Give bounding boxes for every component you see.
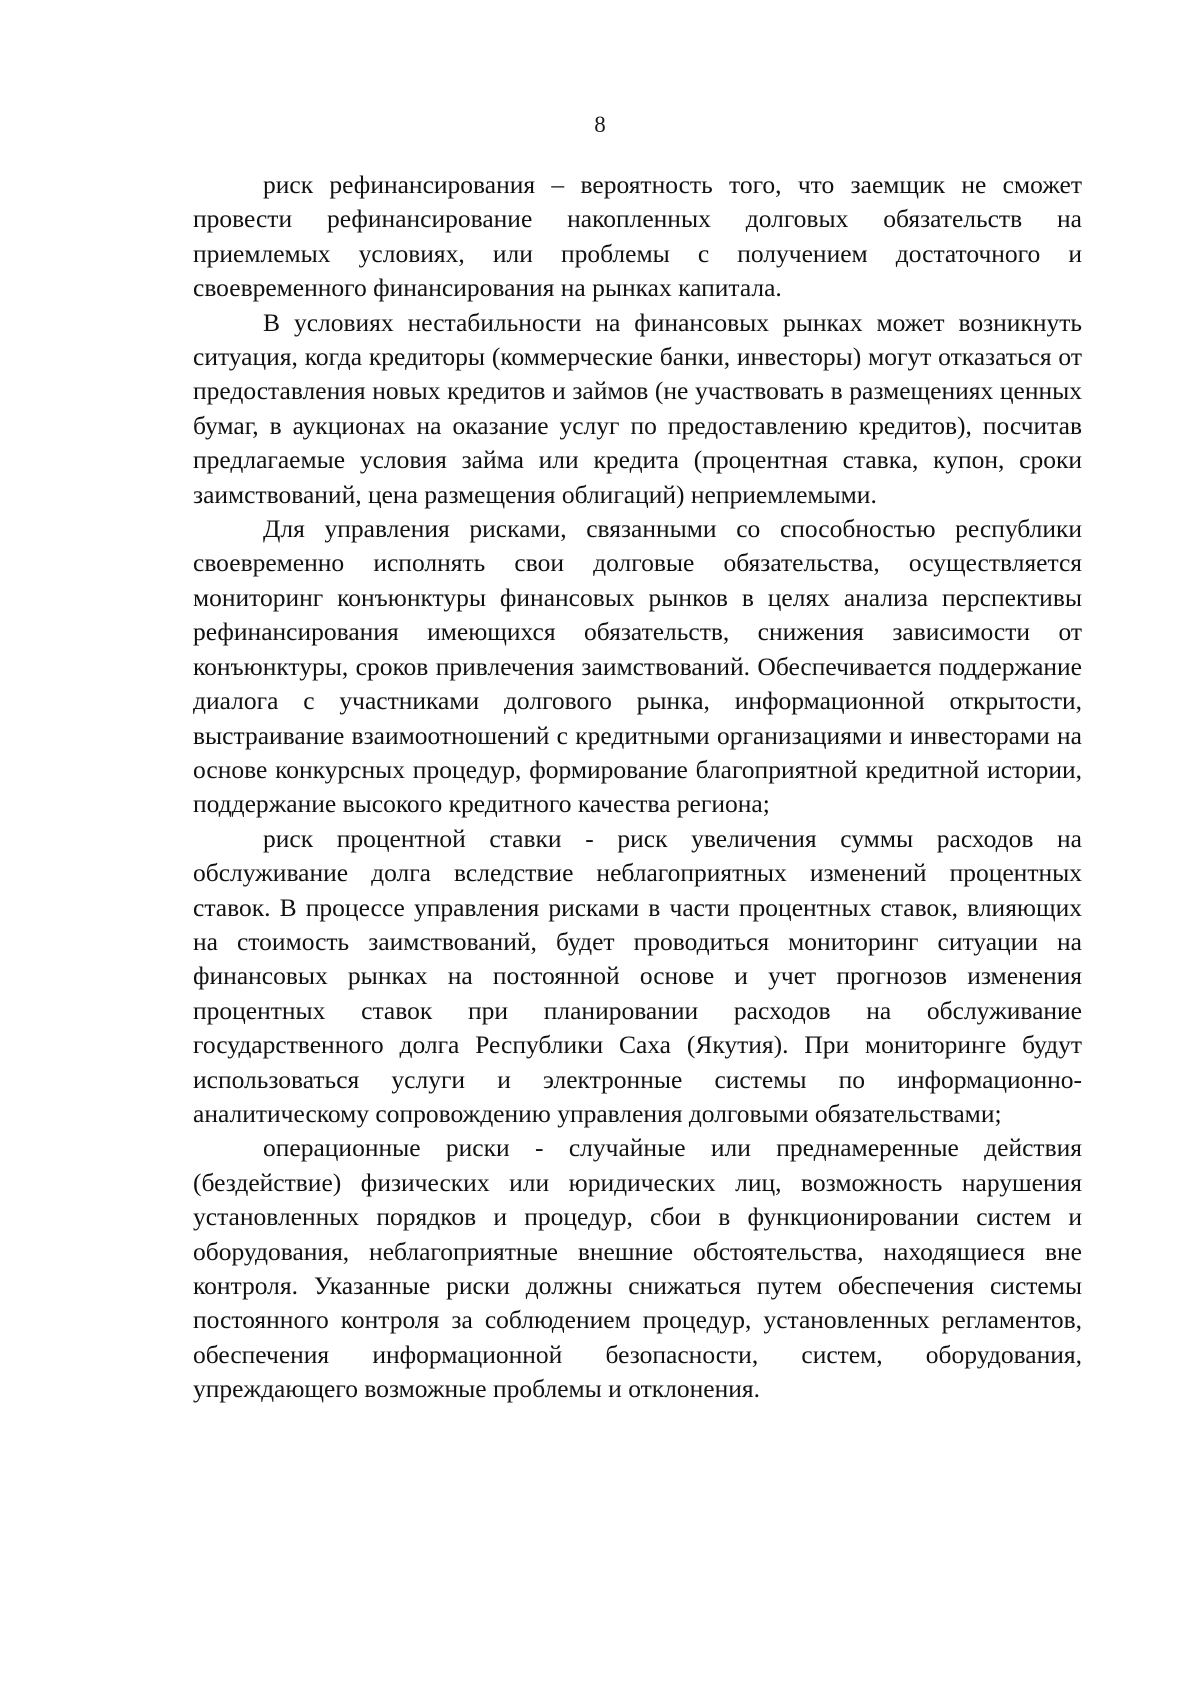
document-body — [193, 168, 1082, 1407]
paragraph-operational-risks: операционные риски - случайные или преднамеренные действия (бездействие) физических или юридических лиц, возможность нарушения установленных порядков и процедур, сбои в функционировании систем и оборудования, неблагоприятные внешние обстоятельства, находящиеся вне контроля. Указанные риски должны снижаться путем обеспечения системы постоянного контроля за соблюдением процедур, установленных регламентов, обеспечения информационной безопасности, систем, оборудования, упреждающего возможные проблемы и отклонения. — [193, 1133, 1082, 1404]
paragraph-refinancing-risk: риск рефинансирования – вероятность того, что заемщик не сможет провести рефинансирование накопленных долговых обязательств на приемлемых условиях, или проблемы с получением достаточного и своевременного финансирования на рынках капитала. — [193, 170, 1082, 303]
page-number: 8 — [594, 112, 606, 137]
paragraph-risk-management: Для управления рисками, связанными со способностью республики своевременно исполнять свои долговые обязательства, осуществляется мониторинг конъюнктуры финансовых рынков в целях анализа перспективы рефинансирования имеющихся обязательств, снижения зависимости от конъюнктуры, сроков привлечения заимствований. Обеспечивается поддержание диалога с участниками долгового рынка, информационной открытости, выстраивание взаимоотношений с кредитными организациями и инвесторами на основе конкурсных процедур, формирование благоприятной кредитной истории, поддержание высокого кредитного качества региона; — [193, 514, 1082, 819]
paragraph-market-instability: В условиях нестабильности на финансовых рынках может возникнуть ситуация, когда кредиторы (коммерческие банки, инвесторы) могут отказаться от предоставления новых кредитов и займов (не участвовать в размещениях ценных бумаг, в аукционах на оказание услуг по предоставлению кредитов), посчитав предлагаемые условия займа или кредита (процентная ставка, купон, сроки заимствований, цена размещения облигаций) неприемлемыми. — [193, 307, 1082, 509]
paragraph-interest-rate-risk: риск процентной ставки - риск увеличения суммы расходов на обслуживание долга вследствие неблагоприятных изменений процентных ставок. В процессе управления рисками в части процентных ставок, влияющих на стоимость заимствований, будет проводиться мониторинг ситуации на финансовых рынках на постоянной основе и учет прогнозов изменения процентных ставок при планировании расходов на обслуживание государственного долга Республики Саха (Якутия). При мониторинге будут использоваться услуги и электронные системы по информационно-аналитическому сопровождению управления долговыми обязательствами; — [193, 823, 1082, 1128]
